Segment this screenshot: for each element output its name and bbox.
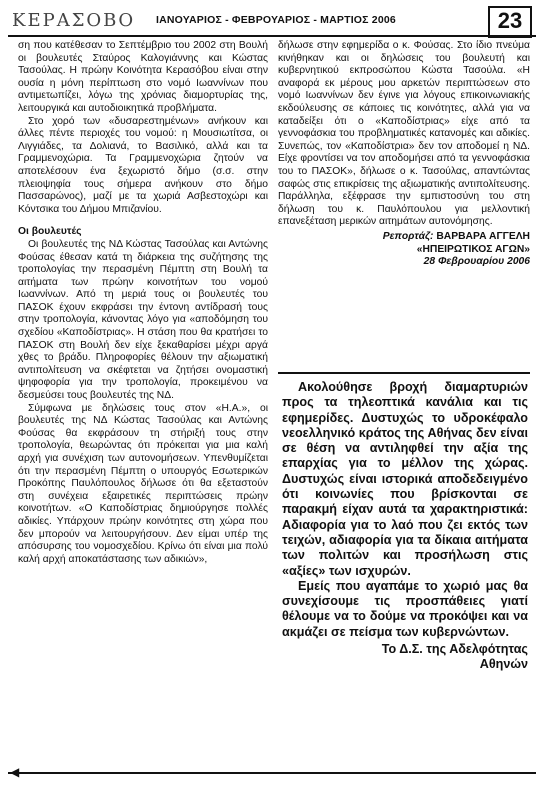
credit-name: ΒΑΡΒΑΡΑ ΑΓΓΕΛΗ: [436, 230, 530, 242]
right-paragraph-1: δήλωσε στην εφημερίδα ο κ. Φούσας. Στο ίδιο πνεύμα κινήθηκαν και οι δηλώσεις του βουλευτή και κυβερνητικού εκπροσώπου Κώστα Τασούλα. «Η αναφορά εκ μέρους μου αρκετών περιπτώσεων στο νομό Ιωαννίνων δεν έγινε για λόγους επικοινωνιακής εκδούλευσης σε κάποιες τις κοινότητες, αλλά για να καταδείξει ότι ο «Καποδίστριας» είχε από τα γεννοφάσκια του προβληματικές κατανομές και αδικίες. Συνεπώς, τον «Καποδίστρια» δεν τον αποδομεί η ΝΔ. Είχε φροντίσει να τον αποδομήσει από τα γεννοφάσκια του το ΠΑΣΟΚ», δήλωσε ο κ. Τασούλας, απαντώντας σαφώς στις επικρίσεις της αξιωματικής αντιπολίτευσης. Παράλληλα, εξέφρασε την εμπιστοσύνη του στη δήλωση του κ. Παυλόπουλου για μελλοντική επανεξέταση μερικών αιτημάτων αυτονόμησης.: [278, 40, 530, 228]
page-header: [8, 4, 536, 34]
newspaper-brand: ΚΕΡΑΣΟΒΟ: [12, 10, 136, 31]
signoff-line-1: Το Δ.Σ. της Αδελφότητας: [381, 642, 528, 657]
credit-label: Ρεπορτάζ:: [382, 230, 434, 242]
right-column: [278, 40, 530, 269]
left-paragraph-1: ση που κατέθεσαν το Σεπτέμβριο του 2002 στη Βουλή οι βουλευτές Σταύρος Καλογιάννης και Κώστας Τασούλας. Η πρώην Κοινότητα Κερασόβου είναι στην ουσία η μόνη περίπτωση στο νομό Ιωαννίνων που αντιμετωπίζει, λόγω της χρόνιας διαμορτυρίας της, λειτουργικά και αυτοδιοικητικά προβλήματα.: [18, 40, 268, 114]
statement-paragraph-1: Ακολούθησε βροχή διαμαρτυριών προς τα τηλεοπτικά κανάλια και τις εφημερίδες. Δυστυχώς το υδροκέφαλο νεοελληνικό κράτος της Αθήνας δεν είναι σε θέση να αντιληφθεί την αξία της επαρχίας για το μέλλον της χώρας. Δυστυχώς είναι ιστορικά αποδεδειγμένο ότι κοινωνίες που βρίσκονται σε παρακμή είχαν αυτά τα χαρακτηριστικά: Αδιαφορία για το λαό που ζει εκτός των τειχών, αδιαφορία για τα δίκαια αιτήματα των πολιτών και προσήλωση στις «αξίες» των ισχυρών.: [282, 380, 528, 578]
report-credits: [278, 231, 530, 269]
left-paragraph-2: Στο χορό των «δυσαρεστημένων» ανήκουν και άλλες πέντε περιοχές του νομού: η Μουσιωτίτσα, οι Λιγγιάδες, τα Δολιανά, το Βασιλικό, αλλά και τα Γραμμενοχώρια. Τα Γραμμενοχώρια ζητούν να αποτελέσουν ένα ξεχωριστό δήμο (σ.σ. στην πλειοψηφία τους σήμερα ανήκουν στο δήμο Πασσαρώνος), μαζί με τα χωριά Ασβεστοχώρι και Κόντσικα του Δήμου Μπιζανίου.: [18, 115, 268, 215]
left-paragraph-3: Οι βουλευτές της ΝΔ Κώστας Τασούλας και Αντώνης Φούσας έθεσαν κατά τη διάρκεια της συζήτησης της τροπολογίας την περασμένη Πέμπτη στη Βουλή τα αιτήματα των πρώην κοινοτήτων του νομού Ιωαννίνων. Από τη μεριά τους οι βουλευτές του ΠΑΣΟΚ έχουν εκφράσει την έντονη αντίδρασή τους στην τροπολογία, κάνοντας λόγο για «αποδόμηση του σχεδίου «Καποδίστριας». Η στάση που θα κρατήσει το ΠΑΣΟΚ στη Βουλή δεν είχε ξεκαθαρίσει μέχρι αργά χθες το βράδυ. Πληροφορίες θέλουν την αξιωματική αντιπολίτευση να σκέφτεται να ζητήσει ονομαστική ψηφοφορία για την τροπολογία, προκειμένου να δεσμεύσει τους βουλευτές της ΝΔ.: [18, 238, 268, 402]
statement-signoff: [282, 642, 528, 672]
statement-block: [282, 380, 528, 672]
credit-paper: «ΗΠΕΙΡΩΤΙΚΟΣ ΑΓΩΝ»: [416, 243, 530, 255]
statement-separator: [278, 372, 530, 374]
page-number: 23: [488, 6, 532, 38]
signoff-line-2: Αθηνών: [479, 657, 528, 672]
issue-dates: ΙΑΝΟΥΑΡΙΟΣ - ΦΕΒΡΟΥΑΡΙΟΣ - ΜΑΡΤΙΟΣ 2006: [156, 14, 396, 26]
left-column: [18, 40, 268, 566]
footer-rule: [8, 772, 536, 774]
credit-date: 28 Φεβρουαρίου 2006: [423, 256, 530, 268]
header-rule: [8, 35, 536, 37]
section-subheading: Οι βουλευτές: [18, 226, 82, 238]
statement-paragraph-2: Εμείς που αγαπάμε το χωριό μας θα συνεχίσουμε τις προσπάθειες γιατί θέλουμε να το δούμε να προκόψει και να ακμάζει σε πείσμα των κυβερνώντων.: [282, 578, 528, 639]
left-paragraph-4: Σύμφωνα με δηλώσεις τους στον «Η.Α.», οι βουλευτές της ΝΔ Κώστας Τασούλας και Αντώνης Φούσας θα εκφράσουν τη στήριξή τους στην τροπολογία, θεωρώντας ότι πρόκειται για μια καλή αρχή για συνέχιση των αυτονομήσεων. Υπενθυμίζεται ότι την περασμένη Πέμπτη ο υπουργός Εσωτερικών Προκόπης Παυλόπουλος δήλωσε ότι θα εξεταστούν στη συνέχεια εξαιρετικές περιπτώσεις πρώην κοινοτήτων. «Ο Καποδίστριας δημιούργησε πολλές αδικίες. Υπάρχουν πρώην κοινότητες στη χώρα που δεν μπορούν να λειτουργήσουν. Δεν είμαι υπέρ της απόσυρσης του νομοσχεδίου. Κρίνω ότι είναι μια πολύ καλή αρχή αποκατάστασης των αδικιών»,: [18, 402, 268, 565]
